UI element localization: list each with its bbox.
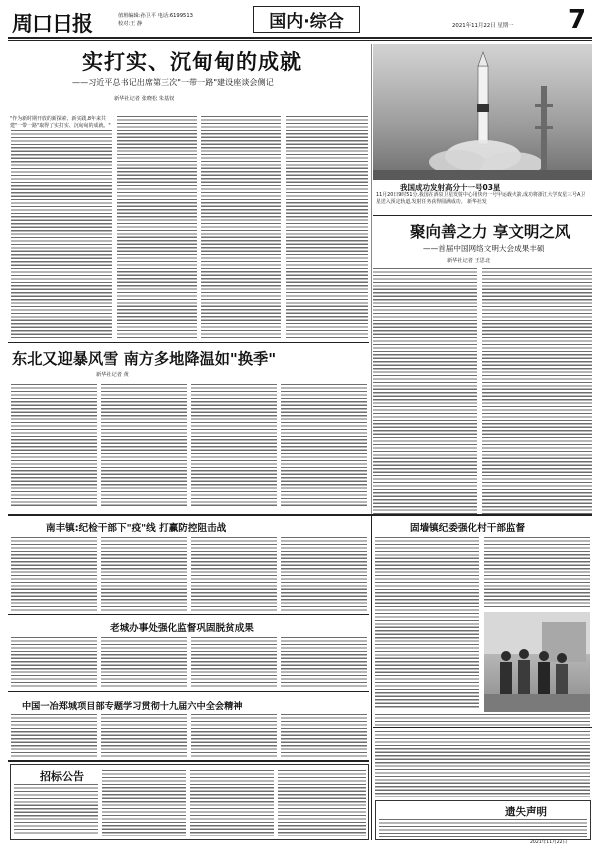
photo-caption-lines: [375, 714, 590, 726]
weather-column-3: [191, 384, 277, 508]
poverty-column-2: [101, 637, 187, 689]
culture-top-rule: [373, 215, 592, 216]
notice-top-rule: [8, 760, 369, 762]
nanfeng-story-title: 南丰镇:纪检干部下"疫"线 打赢防控阻击战: [46, 523, 227, 534]
culture-left-rule: [371, 44, 372, 514]
section-label: 国内·综合: [269, 12, 344, 32]
village-inspection-photo: [484, 612, 590, 712]
weather-column-2: [101, 384, 187, 508]
newspaper-logo: 周口日报: [12, 11, 92, 36]
guqiang-column-1: [375, 537, 479, 709]
poverty-story-title: 老城办事处强化监督巩固脱贫成果: [110, 623, 254, 634]
lost-notice-title: 遗失声明: [505, 806, 547, 818]
photo-headline: 我国成功发射高分十一号03星: [400, 183, 501, 192]
editor-info: 值班编辑:孙卫平 电话:6199513: [118, 13, 193, 19]
masthead-rule-thin: [8, 40, 592, 41]
culture-story-title: 聚向善之力 享文明之风: [410, 222, 571, 241]
ye-column-1: [11, 714, 97, 758]
bid-notice-column-4: [278, 770, 366, 836]
nanfeng-column-3: [191, 537, 277, 611]
people-icon: [484, 612, 590, 712]
lead-story-column-1: [11, 130, 112, 338]
guqiang-story-title: 固墙镇纪委强化村干部监督: [410, 523, 526, 534]
nanfeng-column-1: [11, 537, 97, 611]
issue-date: 2021年11月22日 星期一: [452, 23, 514, 29]
bid-notice-column-1: [14, 784, 98, 836]
masthead: [0, 0, 600, 40]
lead-story-column-4: [286, 116, 368, 338]
weather-top-rule: [8, 342, 369, 343]
nanfeng-column-2: [101, 537, 187, 611]
culture-column-1: [373, 268, 477, 514]
guqiang-column-2: [484, 537, 590, 609]
ye-column-2: [101, 714, 187, 758]
lower-section-rule: [8, 514, 592, 516]
ye-column-4: [281, 714, 367, 758]
footer-date: 2021年11月22日: [530, 840, 568, 845]
bid-notice-title: 招标公告: [40, 770, 84, 783]
culture-column-2: [482, 268, 592, 514]
lead-story-column-2: [117, 116, 197, 338]
culture-story-subtitle: ——首届中国网络文明大会成果丰硕: [423, 244, 545, 253]
lead-story-column-3: [201, 116, 281, 338]
weather-column-1: [11, 384, 97, 508]
lost-notice-text: [379, 819, 587, 837]
nanfeng-column-4: [281, 537, 367, 611]
lead-story-first-line: "作为新时期开放的新探索、新实践,8年来共建"一带一路"取得了实打实、沉甸甸的成就。": [10, 116, 111, 129]
lost-notice-rule: [373, 727, 592, 728]
poverty-column-4: [281, 637, 367, 689]
ye-story-title: 中国一冶郑城项目部专题学习贯彻十九届六中全会精神: [22, 701, 243, 712]
rocket-icon: [373, 44, 592, 180]
weather-story-title: 东北又迎暴风雪 南方多地降温如"换季": [12, 350, 277, 368]
masthead-rule: [8, 37, 592, 39]
culture-story-byline: 新华社记者 王思北: [447, 258, 491, 264]
lead-story-byline: 新华社记者 张晓松 朱基钗: [114, 96, 175, 102]
poverty-column-1: [11, 637, 97, 689]
section-header: [253, 6, 360, 33]
lower-right-rule: [371, 516, 372, 840]
poverty-top-rule: [8, 614, 369, 615]
ye-top-rule: [8, 691, 369, 692]
lead-story-subtitle: ——习近平总书记出席第三次"一带一路"建设座谈会侧记: [72, 77, 274, 87]
guqiang-tail-lines: [375, 731, 590, 797]
page-number: 7: [568, 5, 587, 35]
proofreader-info: 校对:王 静: [118, 21, 143, 27]
poverty-column-3: [191, 637, 277, 689]
ye-column-3: [191, 714, 277, 758]
photo-caption: 11月20日9时51分,我国在酒泉卫星发射中心用快舟一号甲运载火箭,成功将浙江大学皮星三号A卫星送入预定轨道,发射任务获得圆满成功。 新华社发: [376, 192, 586, 205]
bid-notice-column-2: [102, 770, 186, 836]
lead-story-title: 实打实、沉甸甸的成就: [82, 49, 302, 74]
bid-notice-column-3: [190, 770, 274, 836]
rocket-launch-photo: [373, 44, 592, 180]
weather-story-byline: 新华社记者 黄: [96, 372, 129, 378]
weather-column-4: [281, 384, 367, 508]
